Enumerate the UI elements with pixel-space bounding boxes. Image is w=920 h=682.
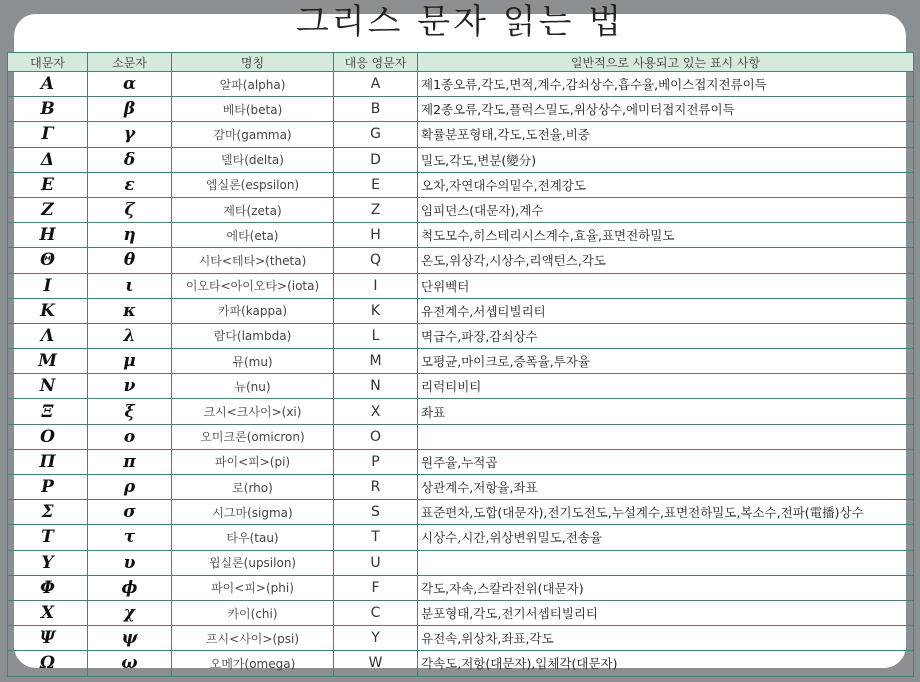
cell-name: 람다(lambda): [172, 323, 334, 348]
cell-uppercase: Ω: [8, 651, 88, 676]
table-row: [8, 298, 914, 323]
cell-uppercase: Υ: [8, 550, 88, 575]
cell-usage: 분포형태,각도,전기서셉티빌리티: [418, 600, 914, 625]
cell-usage: 밀도,각도,변분(變分): [418, 147, 914, 172]
cell-uppercase: Η: [8, 223, 88, 248]
cell-latin-letter: K: [334, 298, 418, 323]
cell-latin-letter: U: [334, 550, 418, 575]
cell-latin-letter: I: [334, 273, 418, 298]
table-body: [8, 72, 914, 677]
cell-name: 윕실론(upsilon): [172, 550, 334, 575]
cell-name: 이오타<아이오타>(iota): [172, 273, 334, 298]
table-row: [8, 172, 914, 197]
cell-usage: 단위벡터: [418, 273, 914, 298]
cell-usage: 상관계수,저항율,좌표: [418, 475, 914, 500]
header-usage: 일반적으로 사용되고 있는 표시 사항: [418, 53, 914, 72]
cell-lowercase: σ: [88, 500, 172, 525]
table-header-row: [8, 53, 914, 72]
cell-usage: 제1종오류,각도,면적,계수,감쇠상수,흡수율,베이스접지전류이득: [418, 72, 914, 97]
header-name: 명칭: [172, 53, 334, 72]
cell-usage: 척도모수,히스테리시스계수,효율,표면전하밀도: [418, 223, 914, 248]
table-row: [8, 97, 914, 122]
cell-uppercase: Α: [8, 72, 88, 97]
cell-usage: 리럭티비티: [418, 374, 914, 399]
cell-usage: 온도,위상각,시상수,리액턴스,각도: [418, 248, 914, 273]
cell-lowercase: ψ: [88, 626, 172, 651]
cell-uppercase: Χ: [8, 600, 88, 625]
cell-latin-letter: R: [334, 475, 418, 500]
cell-lowercase: α: [88, 72, 172, 97]
cell-name: 오메가(omega): [172, 651, 334, 676]
cell-usage: 좌표: [418, 399, 914, 424]
cell-name: 크시<크사이>(xi): [172, 399, 334, 424]
table-row: [8, 575, 914, 600]
cell-latin-letter: Y: [334, 626, 418, 651]
cell-usage: 각속도,저항(대문자),입체각(대문자): [418, 651, 914, 676]
cell-name: 프시<사이>(psi): [172, 626, 334, 651]
cell-usage: 표준편차,도합(대문자),전기도전도,누설계수,표면전하밀도,복소수,전파(電播)상수: [418, 500, 914, 525]
cell-usage: 멱급수,파장,감쇠상수: [418, 323, 914, 348]
cell-lowercase: η: [88, 223, 172, 248]
cell-usage: 확률분포형태,각도,도전율,비중: [418, 122, 914, 147]
cell-usage: 각도,자속,스칼라전위(대문자): [418, 575, 914, 600]
cell-lowercase: ϕ: [88, 575, 172, 600]
cell-name: 알파(alpha): [172, 72, 334, 97]
cell-usage: [418, 424, 914, 449]
table-row: [8, 197, 914, 222]
table-row: [8, 323, 914, 348]
cell-uppercase: Β: [8, 97, 88, 122]
cell-latin-letter: X: [334, 399, 418, 424]
cell-lowercase: ω: [88, 651, 172, 676]
cell-name: 뉴(nu): [172, 374, 334, 399]
cell-latin-letter: P: [334, 449, 418, 474]
cell-latin-letter: B: [334, 97, 418, 122]
cell-name: 뮤(mu): [172, 349, 334, 374]
cell-latin-letter: A: [334, 72, 418, 97]
table-row: [8, 550, 914, 575]
cell-name: 타우(tau): [172, 525, 334, 550]
cell-uppercase: Ν: [8, 374, 88, 399]
cell-name: 카이(chi): [172, 600, 334, 625]
cell-name: 베타(beta): [172, 97, 334, 122]
cell-lowercase: ρ: [88, 475, 172, 500]
page-title: 그리스 문자 읽는 법: [295, 2, 625, 42]
cell-lowercase: τ: [88, 525, 172, 550]
cell-latin-letter: H: [334, 223, 418, 248]
cell-uppercase: Ζ: [8, 197, 88, 222]
cell-latin-letter: E: [334, 172, 418, 197]
table-row: [8, 651, 914, 676]
cell-lowercase: δ: [88, 147, 172, 172]
cell-name: 파이<피>(phi): [172, 575, 334, 600]
table-row: [8, 223, 914, 248]
cell-usage: 제2종오류,각도,플럭스밀도,위상상수,에미터접지전류이득: [418, 97, 914, 122]
cell-latin-letter: G: [334, 122, 418, 147]
cell-uppercase: Φ: [8, 575, 88, 600]
cell-name: 에타(eta): [172, 223, 334, 248]
cell-latin-letter: S: [334, 500, 418, 525]
cell-latin-letter: F: [334, 575, 418, 600]
cell-latin-letter: O: [334, 424, 418, 449]
cell-name: 로(rho): [172, 475, 334, 500]
cell-name: 제타(zeta): [172, 197, 334, 222]
cell-latin-letter: D: [334, 147, 418, 172]
cell-name: 델타(delta): [172, 147, 334, 172]
cell-name: 시그마(sigma): [172, 500, 334, 525]
cell-latin-letter: T: [334, 525, 418, 550]
cell-name: 오미크론(omicron): [172, 424, 334, 449]
cell-usage: 시상수,시간,위상변위밀도,전송율: [418, 525, 914, 550]
cell-latin-letter: C: [334, 600, 418, 625]
cell-lowercase: θ: [88, 248, 172, 273]
header-lowercase: 소문자: [88, 53, 172, 72]
cell-usage: 유전속,위상차,좌표,각도: [418, 626, 914, 651]
cell-uppercase: Π: [8, 449, 88, 474]
cell-uppercase: Δ: [8, 147, 88, 172]
cell-latin-letter: N: [334, 374, 418, 399]
cell-name: 감마(gamma): [172, 122, 334, 147]
cell-uppercase: Λ: [8, 323, 88, 348]
cell-uppercase: Ρ: [8, 475, 88, 500]
greek-alphabet-table: [7, 52, 914, 677]
cell-latin-letter: M: [334, 349, 418, 374]
cell-uppercase: Σ: [8, 500, 88, 525]
table-row: [8, 72, 914, 97]
table-row: [8, 349, 914, 374]
table-row: [8, 525, 914, 550]
cell-lowercase: ν: [88, 374, 172, 399]
table-row: [8, 122, 914, 147]
table-row: [8, 500, 914, 525]
cell-lowercase: υ: [88, 550, 172, 575]
cell-usage: 모평균,마이크로,증폭율,투자율: [418, 349, 914, 374]
cell-uppercase: Γ: [8, 122, 88, 147]
cell-lowercase: λ: [88, 323, 172, 348]
cell-uppercase: Θ: [8, 248, 88, 273]
cell-latin-letter: Q: [334, 248, 418, 273]
cell-lowercase: ε: [88, 172, 172, 197]
table-row: [8, 248, 914, 273]
cell-uppercase: Ι: [8, 273, 88, 298]
cell-lowercase: β: [88, 97, 172, 122]
cell-usage: 유전계수,서셉티빌리티: [418, 298, 914, 323]
cell-name: 파이<피>(pi): [172, 449, 334, 474]
table-row: [8, 424, 914, 449]
cell-usage: 임피던스(대문자),계수: [418, 197, 914, 222]
cell-uppercase: Τ: [8, 525, 88, 550]
cell-uppercase: Ξ: [8, 399, 88, 424]
cell-latin-letter: Z: [334, 197, 418, 222]
table-row: [8, 600, 914, 625]
table-row: [8, 273, 914, 298]
cell-name: 시타<테타>(theta): [172, 248, 334, 273]
header-latin-letter: 대응 영문자: [334, 53, 418, 72]
cell-uppercase: Ε: [8, 172, 88, 197]
cell-uppercase: Ψ: [8, 626, 88, 651]
cell-lowercase: ζ: [88, 197, 172, 222]
cell-usage: 원주율,누적곱: [418, 449, 914, 474]
cell-name: 엡실론(espsilon): [172, 172, 334, 197]
cell-lowercase: χ: [88, 600, 172, 625]
cell-lowercase: γ: [88, 122, 172, 147]
cell-uppercase: Ο: [8, 424, 88, 449]
table-row: [8, 475, 914, 500]
cell-uppercase: Μ: [8, 349, 88, 374]
cell-usage: [418, 550, 914, 575]
cell-lowercase: μ: [88, 349, 172, 374]
table-row: [8, 626, 914, 651]
table-row: [8, 449, 914, 474]
table-row: [8, 399, 914, 424]
cell-lowercase: ξ: [88, 399, 172, 424]
cell-name: 카파(kappa): [172, 298, 334, 323]
cell-usage: 오차,자연대수의밑수,전계강도: [418, 172, 914, 197]
cell-lowercase: π: [88, 449, 172, 474]
header-uppercase: 대문자: [8, 53, 88, 72]
cell-latin-letter: L: [334, 323, 418, 348]
cell-lowercase: ι: [88, 273, 172, 298]
cell-latin-letter: W: [334, 651, 418, 676]
cell-lowercase: ο: [88, 424, 172, 449]
table-row: [8, 147, 914, 172]
table-row: [8, 374, 914, 399]
cell-uppercase: Κ: [8, 298, 88, 323]
cell-lowercase: κ: [88, 298, 172, 323]
